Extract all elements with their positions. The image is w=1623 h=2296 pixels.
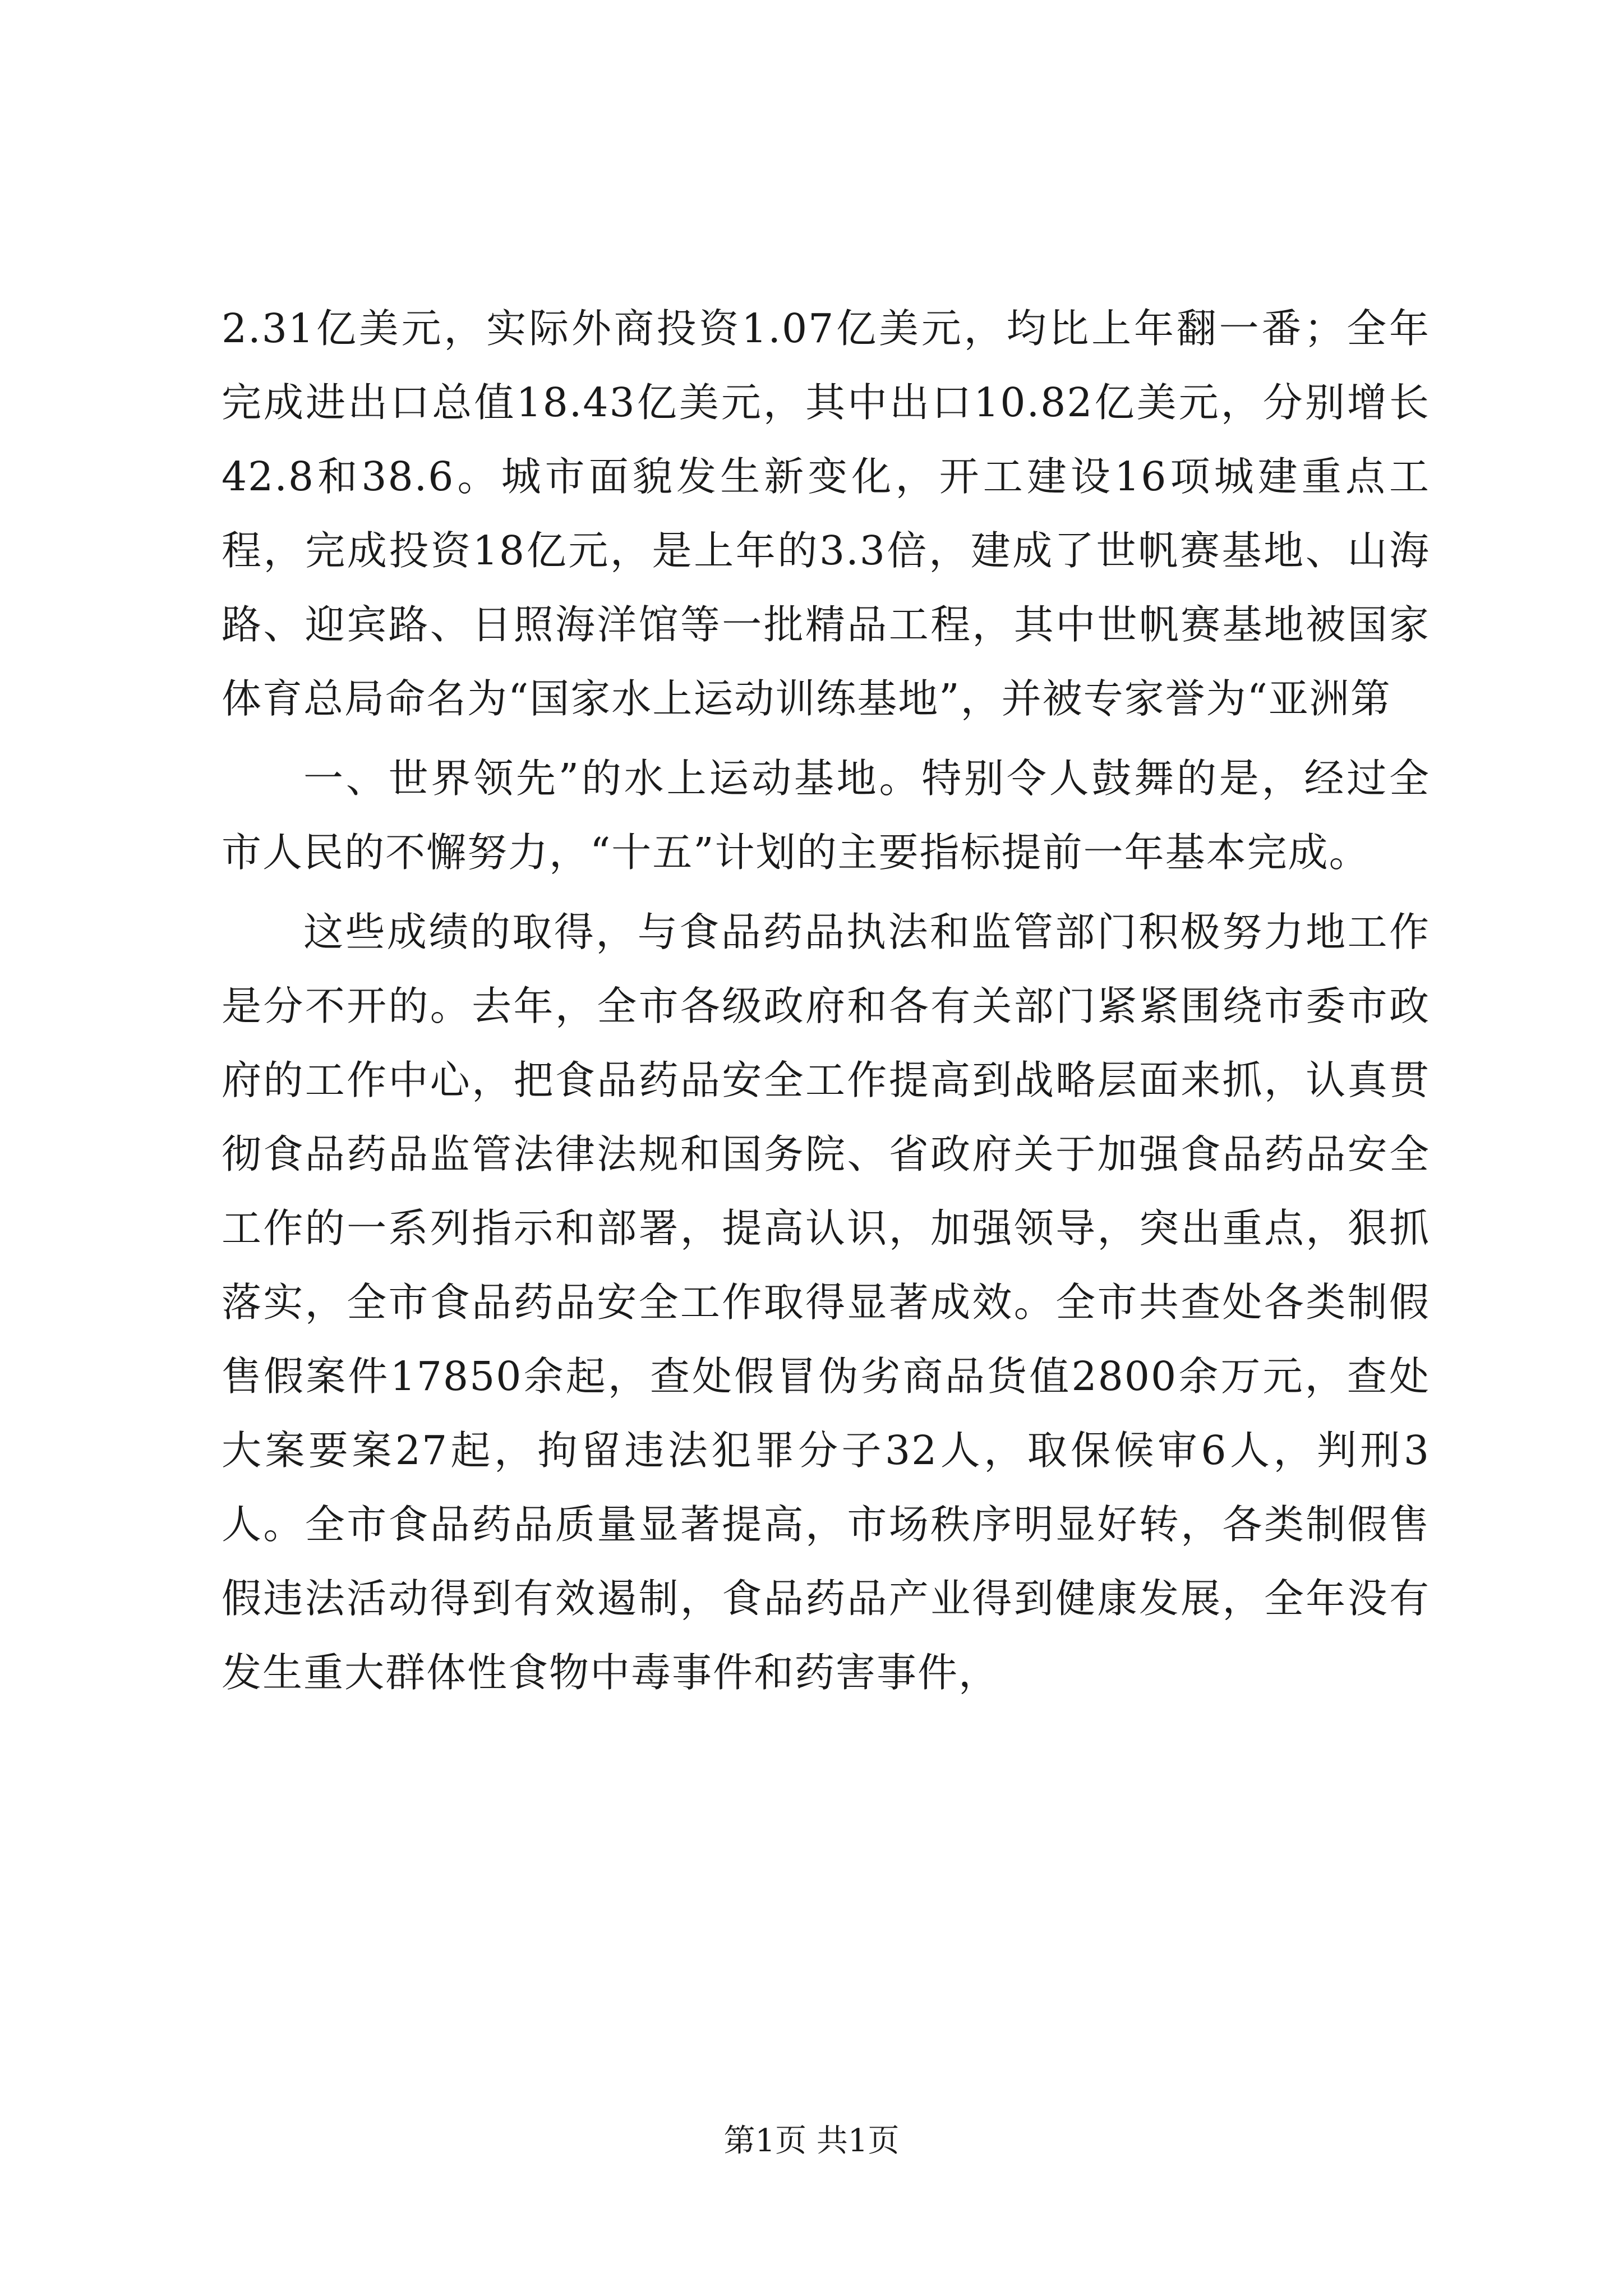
paragraph: 这些成绩的取得，与食品药品执法和监管部门积极努力地工作是分不开的。去年，全市各级政府和各有关部门紧紧围绕市委市政府的工作中心，把食品药品安全工作提高到战略层面来抓，认真贯彻食品药品监管法律法规和国务院、省政府关于加强食品药品安全工作的一系列指示和部署，提高认识，加强领导，突出重点，狠抓落实，全市食品药品安全工作取得显著成效。全市共查处各类制假售假案件17850余起，查处假冒伪劣商品货值2800余万元，查处大案要案27起，拘留违法犯罪分子32人，取保候审6人，判刑3人。全市食品药品质量显著提高，市场秩序明显好转，各类制假售假违法活动得到有效遏制，食品药品产业得到健康发展，全年没有发生重大群体性食物中毒事件和药害事件， <box>222 909 1430 1696</box>
document-body <box>222 292 1430 1710</box>
page-number-footer: 第1页 共1页 <box>723 2123 900 2159</box>
paragraph: 一、世界领先”的水上运动基地。特别令人鼓舞的是，经过全市人民的不懈努力，“十五”计划的主要指标提前一年基本完成。 <box>222 755 1430 876</box>
paragraph-continued: 2.31亿美元，实际外商投资1.07亿美元，均比上年翻一番；全年完成进出口总值18.43亿美元，其中出口10.82亿美元，分别增长42.8和38.6。城市面貌发生新变化，开工建设16项城建重点工程，完成投资18亿元，是上年的3.3倍，建成了世帆赛基地、山海路、迎宾路、日照海洋馆等一批精品工程，其中世帆赛基地被国家体育总局命名为“国家水上运动训练基地”，并被专家誉为“亚洲第 <box>222 305 1430 722</box>
